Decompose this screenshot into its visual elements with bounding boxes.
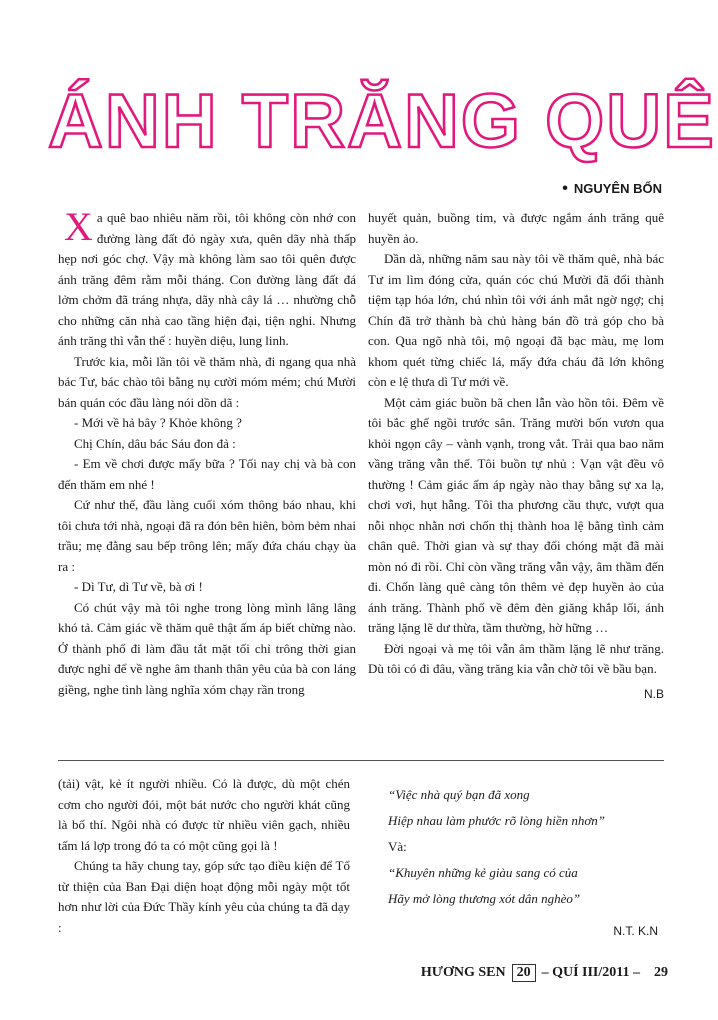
bullet-icon: • [562,180,568,197]
paragraph: Chúng ta hãy chung tay, góp sức tạo điều kiện để Tổ từ thiện của Ban Đại diện hoạt động mỗi ngày một tốt hơn như lời của Đức Thầy kính yêu của chúng ta đã dạy : [58,858,350,935]
paragraph: Đời ngoại và mẹ tôi vẫn âm thầm lặng lẽ như trăng. Dù tôi có đi đâu, vầng trăng kia vẫn chờ tôi về bầu bạn. [368,640,664,676]
signature: N.B [643,686,664,701]
verse-line: Hiệp nhau làm phước rõ lòng hiền nhơn” [388,813,606,828]
author-name: NGUYÊN BỔN [573,181,662,196]
paragraph: Xa quê bao nhiêu năm rồi, tôi không còn nhớ con đường làng đất đỏ ngày xưa, quên dãy nhà thấp hẹp nơi góc chợ. Vậy mà không làm sao tôi quên được ánh trăng đêm rằm mỗi tháng. Con đường làng đất đá lởm chởm đã tráng nhựa, dãy nhà cây lá … nhường chỗ cho những căn nhà cao tầng hiện đại, tiện nghi. Nhưng ánh trăng thì vẫn thế : huyền diệu, lung linh. [58,204,356,348]
signature: N.T. K.N [613,924,658,938]
issue-quarter: – QUÍ III/2011 – [541,965,640,980]
author-byline [562,180,662,198]
column-1 [58,204,356,700]
paragraph: - Dì Tư, dì Tư về, bà ơi ! [74,579,203,594]
section-divider [58,760,664,761]
verse-line: Hãy mở lòng thương xót dân nghèo” [388,891,581,906]
paragraph: Có chút vậy mà tôi nghe trong lòng mình lâng lâng khó tả. Cảm giác về thăm quê thật ấm áp biết chừng nào. Ở thành phố đi làm đầu tắt mặt tối chỉ trông thời gian được nghỉ để về nghe âm thanh thân yêu của bà con láng giềng, nghe tình làng nghĩa xóm chạy rần trong [58,599,356,697]
verse-connector: Và: [388,839,407,854]
drop-cap: X [64,204,93,249]
page-number: 29 [654,965,668,980]
paragraph: Cứ như thế, đầu làng cuối xóm thông báo nhau, khi tôi chưa tới nhà, ngoại đã ra đón bên hiên, bỏm bẻm nhai trầu; mẹ đằng sau bếp trông lên; mấy đứa cháu chạy ùa ra : [58,497,356,574]
paragraph: Trước kia, mỗi lần tôi về thăm nhà, đi ngang qua nhà bác Tư, bác chào tôi bằng nụ cười móm mém; chú Mười bán quán cóc đầu làng nói dồn dã : [58,353,356,410]
page-footer [421,964,668,982]
issue-number: 20 [512,964,536,982]
quoted-verse [388,782,658,944]
verse-line: “Việc nhà quý bạn đã xong [388,787,530,802]
verse-line: “Khuyên những kẻ giàu sang có của [388,865,578,880]
paragraph: huyết quản, buồng tim, và được ngắm ánh trăng quê huyền ảo. [368,210,664,246]
paragraph: Chị Chín, dâu bác Sáu đon đả : [74,435,236,451]
paragraph: - Em về chơi được mấy bữa ? Tối nay chị và bà con đến thăm em nhé ! [58,456,356,492]
paragraph: - Mới về hả bây ? Khỏe không ? [74,415,242,430]
magazine-name: HƯƠNG SEN [420,965,506,980]
column-3 [58,774,350,938]
article-title: ÁNH TRĂNG QUÊ [48,79,716,164]
paragraph: Một cảm giác buồn bã chen lẫn vào hồn tôi. Đêm về tôi bắc ghế ngồi trước sân. Trăng mười bốn vươn qua khỏi ngọn cây – vành vạnh, trong vắt. Trải qua bao năm vầng trăng vẫn thế. Tôi buồn tự nhủ : Vạn vật đều vô thường ! Cảm giác ấm áp ngày nào thay bằng sự xa lạ, chơi vơi, hụt hẫng. Tôi tha phương cầu thực, vượt qua nỗi nhọc nhằn nơi chốn thị thành hoa lệ bằng tình cảm chân quê. Thời gian và sự thay đổi chóng mặt đã mài mòn nó đi rồi. Chỉ còn vầng trăng vẫn vậy, âm thầm đến đi. Chốn làng quê càng tôn thêm vẻ đẹp huyền ảo của ánh trăng. Thành phố về đêm đèn giăng khắp lối, ánh trăng lặng lẽ dư thừa, tầm thường, hờ hững … [368,394,664,635]
paragraph: Dần dà, những năm sau này tôi về thăm quê, nhà bác Tư im lìm đóng cửa, quán cóc chú Mười đã đổi thành tiệm tạp hóa lớn, chú nhìn tôi với ánh mắt ngờ ngợ; chị Chín đã trở thành bà chủ hàng bán đồ trả góp cho bà con. Qua ngõ nhà tôi, mộ ngoại đã bạc màu, mẹ lom khom quét từng chiếc lá, mấy đứa cháu đã lớn không còn e lệ thưa dì Tư mới về. [368,251,664,389]
paragraph: (tải) vật, kẻ ít người nhiều. Có là được, dù một chén cơm cho người đói, một bát nước cho người khát cũng là bố thí. Ngôi nhà có được từ nhiều viên gạch, nhiều tấm lá lợp trong đó ta có một cũng gọi là ! [58,776,350,853]
column-2 [368,208,664,704]
